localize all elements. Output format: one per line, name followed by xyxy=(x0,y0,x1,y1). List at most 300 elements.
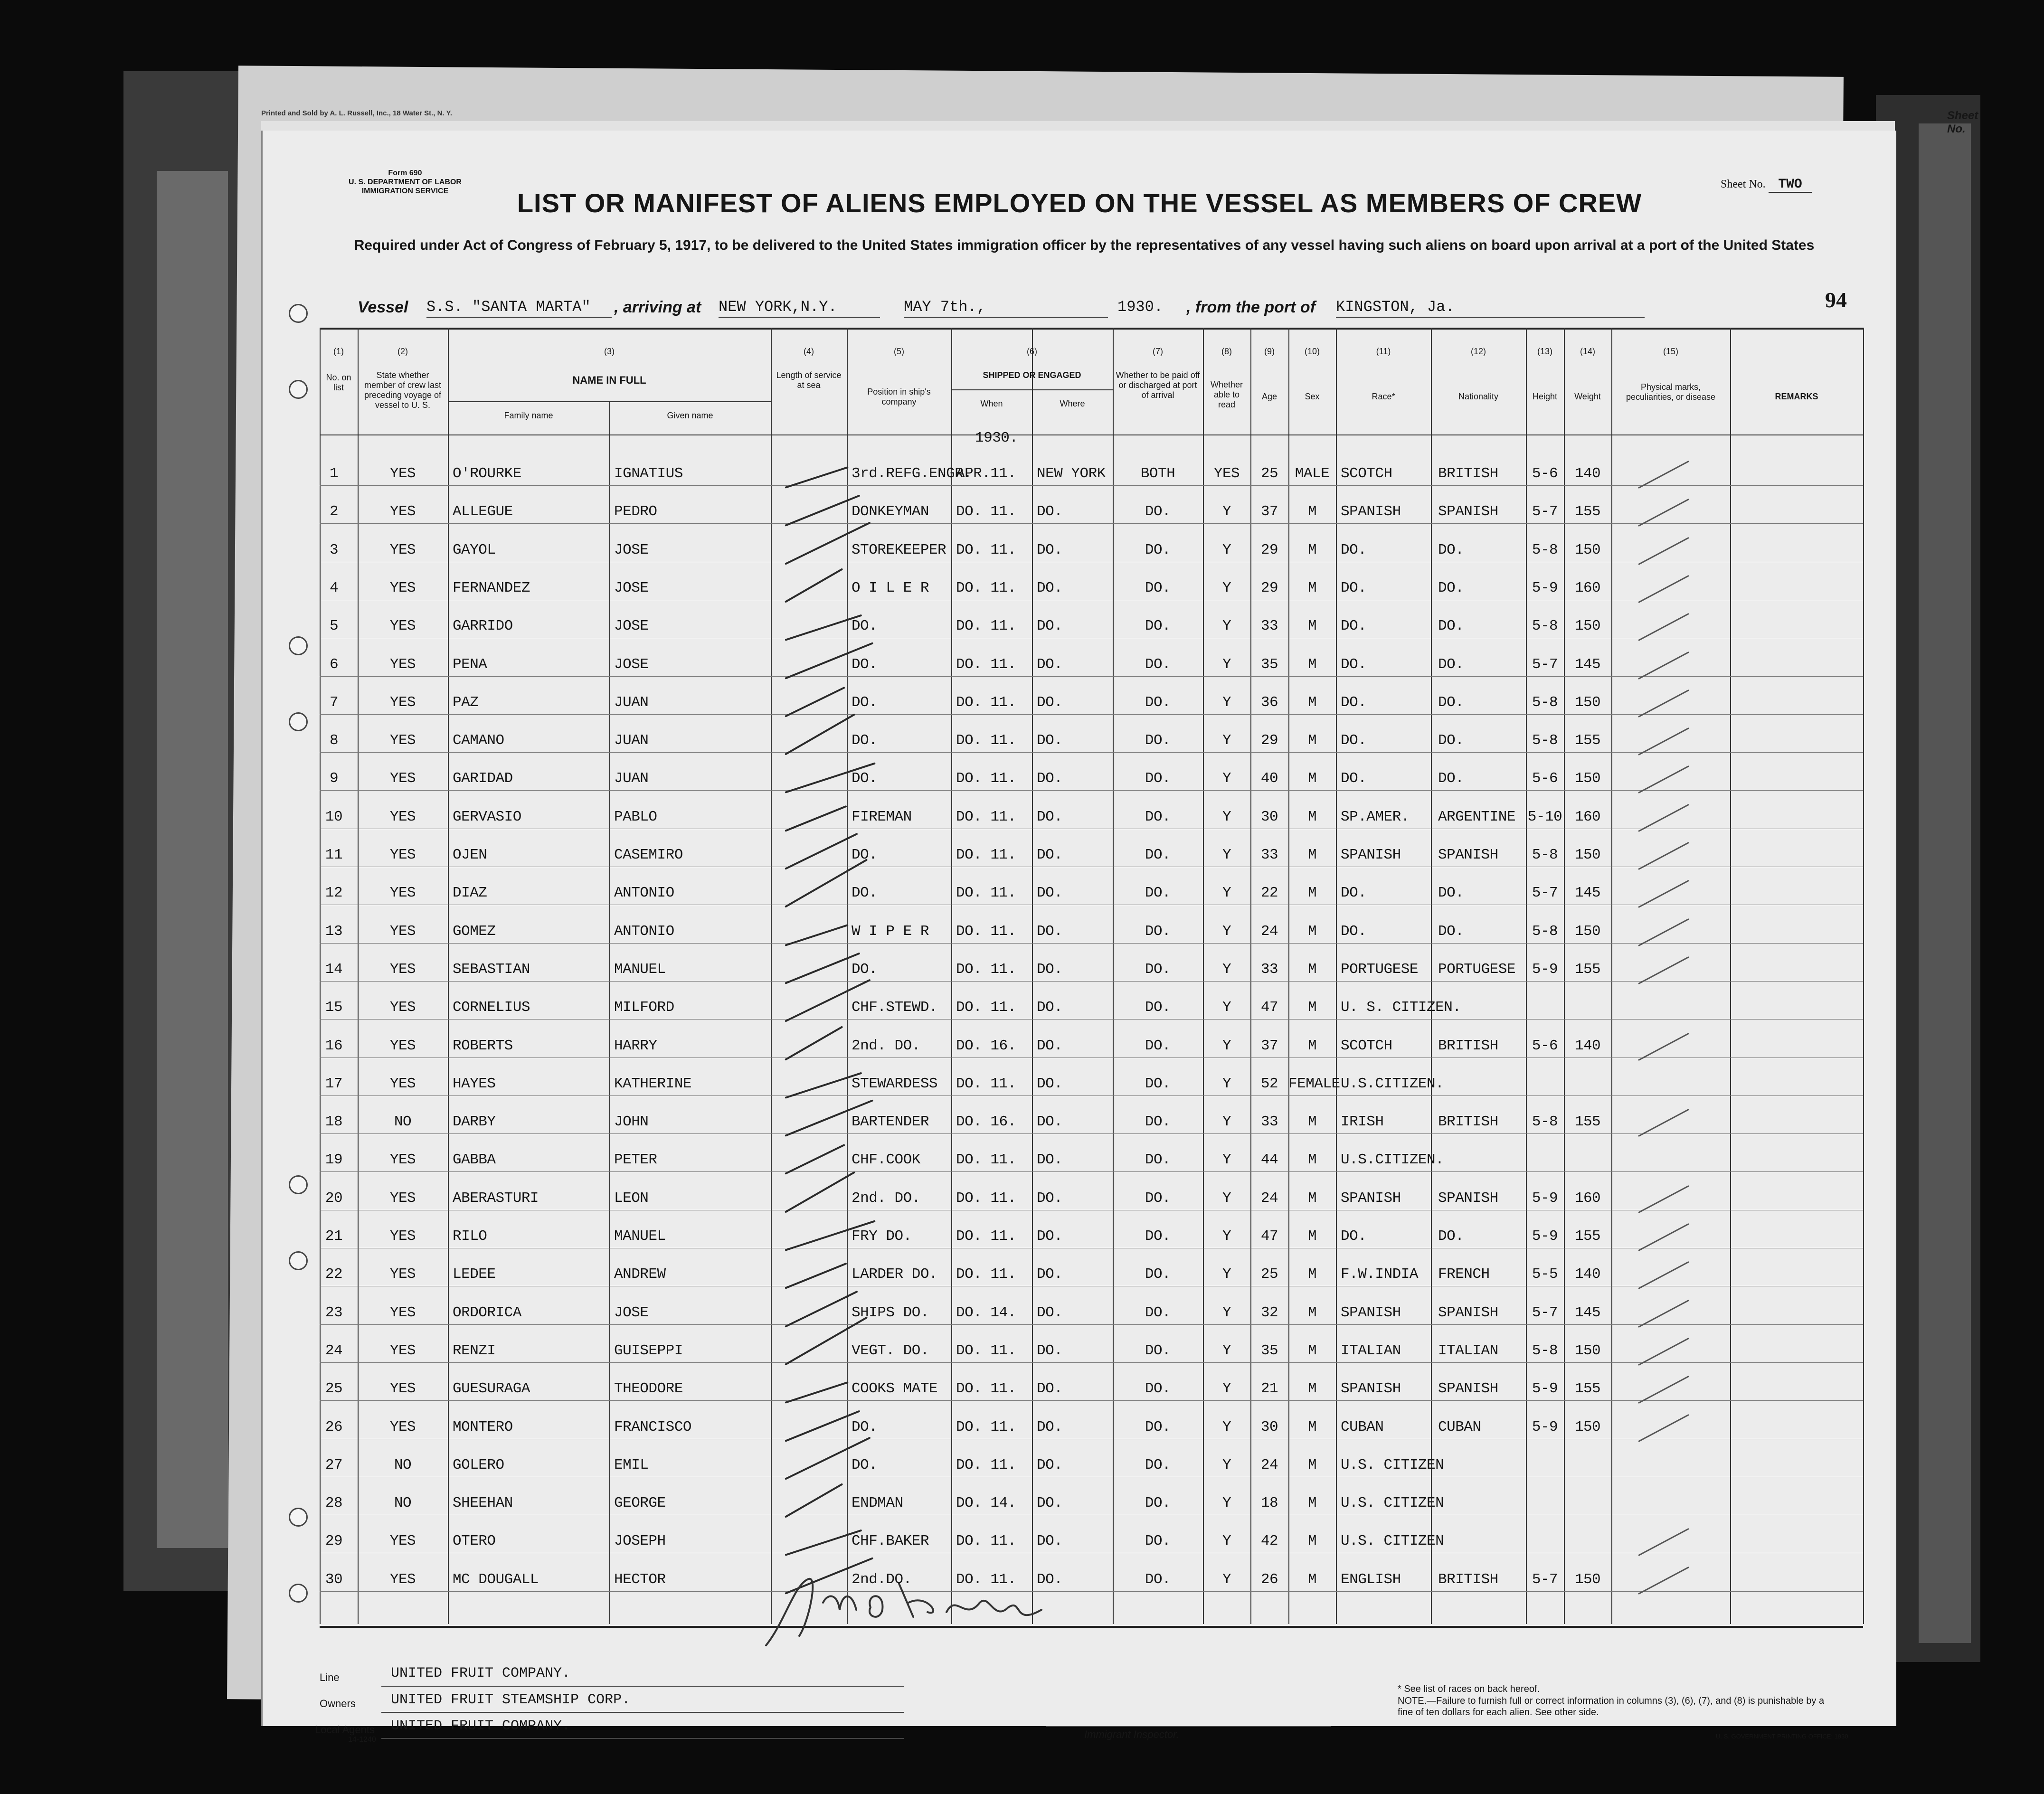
cell-height: 5-9 xyxy=(1532,1419,1558,1435)
cell-when: DO. 11. xyxy=(956,542,1016,558)
cell-paid: DO. xyxy=(1145,1038,1171,1054)
cell-height: 5-9 xyxy=(1532,1228,1558,1245)
cell-member: NO xyxy=(394,1114,412,1130)
cell-sex: M xyxy=(1307,999,1317,1016)
cell-no: 11 xyxy=(325,847,343,863)
cell-age: 25 xyxy=(1260,465,1278,482)
cell-age: 35 xyxy=(1260,1342,1278,1359)
cell-sex: M xyxy=(1307,1038,1317,1054)
cell-age: 30 xyxy=(1260,809,1278,825)
cell-age: 32 xyxy=(1260,1304,1278,1321)
cell-member: YES xyxy=(389,732,416,749)
cell-height: 5-8 xyxy=(1532,1342,1558,1359)
cell-read: Y xyxy=(1222,1114,1231,1130)
footer-owners-value: UNITED FRUIT STEAMSHIP CORP. xyxy=(391,1692,631,1708)
cell-where: DO. xyxy=(1037,961,1063,978)
cell-when: DO. 11. xyxy=(956,1380,1016,1397)
cell-no: 30 xyxy=(325,1571,343,1588)
cell-sex: M xyxy=(1307,1419,1317,1435)
cell-sex: M xyxy=(1307,732,1317,749)
cell-member: YES xyxy=(389,1380,416,1397)
page-subtitle: Required under Act of Congress of February 5, 1917, to be delivered to the United States immigration officer by the representatives of any vessel having such aliens on board upon arrival at a port of the United States xyxy=(354,237,1815,253)
table-column-rule xyxy=(448,328,449,1624)
binder-hole xyxy=(289,1251,308,1270)
cell-family: PENA xyxy=(453,656,487,673)
cell-where: DO. xyxy=(1037,618,1063,634)
cell-height: 5-5 xyxy=(1532,1266,1558,1283)
cell-paid: DO. xyxy=(1145,809,1171,825)
cell-no: 22 xyxy=(325,1266,343,1283)
form-department: U. S. DEPARTMENT OF LABOR xyxy=(349,178,462,186)
cell-position: DO. xyxy=(852,618,878,634)
cell-read: Y xyxy=(1222,1266,1231,1283)
inspector-label: Immigrant Inspector. xyxy=(1084,1728,1179,1740)
col-num-6: (6) xyxy=(1027,347,1037,356)
printer-note: Printed and Sold by A. L. Russell, Inc., 18 Water St., N. Y. xyxy=(261,109,453,117)
cell-family: CORNELIUS xyxy=(453,999,530,1016)
cell-no: 9 xyxy=(329,770,339,787)
cell-when: DO. 11. xyxy=(956,656,1016,673)
cell-member: YES xyxy=(389,1190,416,1207)
col-num-3: (3) xyxy=(604,347,615,356)
header-name: NAME IN FULL xyxy=(572,374,646,386)
left-background-strip xyxy=(157,171,228,1548)
cell-where: DO. xyxy=(1037,1228,1063,1245)
cell-when: DO. 11. xyxy=(956,923,1016,940)
cell-sex: M xyxy=(1307,580,1317,596)
cell-family: HAYES xyxy=(453,1076,496,1092)
cell-nationality: DO. xyxy=(1438,1228,1464,1245)
cell-family: GABBA xyxy=(453,1152,496,1168)
cell-paid: DO. xyxy=(1145,694,1171,711)
cell-nationality: SPANISH xyxy=(1438,503,1498,520)
cell-where: DO. xyxy=(1037,503,1063,520)
cell-age: 33 xyxy=(1260,847,1278,863)
cell-paid: DO. xyxy=(1145,1342,1171,1359)
vessel-line xyxy=(358,294,1877,318)
cell-age: 26 xyxy=(1260,1571,1278,1588)
cell-when: DO. 11. xyxy=(956,1228,1016,1245)
cell-age: 29 xyxy=(1260,580,1278,596)
cell-paid: DO. xyxy=(1145,770,1171,787)
cell-age: 37 xyxy=(1260,1038,1278,1054)
cell-paid: DO. xyxy=(1145,618,1171,634)
cell-read: Y xyxy=(1222,694,1231,711)
cell-race: DO. xyxy=(1341,770,1367,787)
cell-weight: 155 xyxy=(1574,1228,1601,1245)
cell-paid: BOTH xyxy=(1140,465,1175,482)
cell-read: Y xyxy=(1222,1533,1231,1549)
table-header-rule xyxy=(951,389,1113,390)
cell-weight: 145 xyxy=(1574,885,1601,901)
cell-race: DO. xyxy=(1341,618,1367,634)
cell-sex: FEMALE xyxy=(1288,1076,1340,1092)
cell-when: DO. 11. xyxy=(956,847,1016,863)
table-column-rule xyxy=(951,328,952,1624)
cell-member: YES xyxy=(389,694,416,711)
table-column-rule xyxy=(1431,328,1432,1624)
cell-when: DO. 11. xyxy=(956,1152,1016,1168)
cell-where: DO. xyxy=(1037,809,1063,825)
cell-where: DO. xyxy=(1037,770,1063,787)
cell-age: 22 xyxy=(1260,885,1278,901)
cell-no: 8 xyxy=(329,732,339,749)
cell-member: YES xyxy=(389,847,416,863)
cell-nationality: BRITISH xyxy=(1438,1114,1498,1130)
cell-position: FIREMAN xyxy=(852,809,912,825)
cell-read: Y xyxy=(1222,618,1231,634)
cell-position: DO. xyxy=(852,732,878,749)
cell-nationality: SPANISH xyxy=(1438,1304,1498,1321)
cell-given: JOSE xyxy=(614,580,649,596)
cell-family: PAZ xyxy=(453,694,479,711)
cell-given: KATHERINE xyxy=(614,1076,691,1092)
sheet-number-value: TWO xyxy=(1769,177,1811,193)
cell-given: JUAN xyxy=(614,694,649,711)
cell-position: VEGT. DO. xyxy=(852,1342,929,1359)
cell-family: GUESURAGA xyxy=(453,1380,530,1397)
header-weight: Weight xyxy=(1574,392,1601,401)
cell-read: Y xyxy=(1222,1495,1231,1511)
footer-agents-rule xyxy=(381,1738,904,1739)
cell-given: JOSE xyxy=(614,656,649,673)
header-height: Height xyxy=(1532,392,1558,401)
cell-family: GOMEZ xyxy=(453,923,496,940)
cell-member: YES xyxy=(389,1304,416,1321)
cell-given: JOHN xyxy=(614,1114,649,1130)
cell-when: DO. 11. xyxy=(956,1266,1016,1283)
cell-height: 5-7 xyxy=(1532,885,1558,901)
header-no: No. on list xyxy=(326,373,351,392)
cell-age: 35 xyxy=(1260,656,1278,673)
cell-age: 18 xyxy=(1260,1495,1278,1511)
cell-no: 25 xyxy=(325,1380,343,1397)
cell-family: ORDORICA xyxy=(453,1304,521,1321)
cell-paid: DO. xyxy=(1145,999,1171,1016)
col-num-2: (2) xyxy=(397,347,408,356)
cell-where: DO. xyxy=(1037,923,1063,940)
cell-no: 12 xyxy=(325,885,343,901)
cell-family: SHEEHAN xyxy=(453,1495,513,1511)
header-marks: Physical marks, peculiarities, or disease xyxy=(1626,382,1716,402)
cell-where: DO. xyxy=(1037,1304,1063,1321)
cell-no: 13 xyxy=(325,923,343,940)
table-row-rule xyxy=(320,1019,1863,1020)
cell-height: 5-8 xyxy=(1532,694,1558,711)
cell-where: DO. xyxy=(1037,1266,1063,1283)
cell-age: 30 xyxy=(1260,1419,1278,1435)
cell-age: 44 xyxy=(1260,1152,1278,1168)
cell-position: COOKS MATE xyxy=(852,1380,938,1397)
cell-race: SCOTCH xyxy=(1341,1038,1392,1054)
cell-given: ANDREW xyxy=(614,1266,666,1283)
cell-member: YES xyxy=(389,1228,416,1245)
cell-read: Y xyxy=(1222,770,1231,787)
cell-given: GEORGE xyxy=(614,1495,666,1511)
cell-where: DO. xyxy=(1037,1571,1063,1588)
cell-read: Y xyxy=(1222,1419,1231,1435)
cell-paid: DO. xyxy=(1145,1266,1171,1283)
cell-when: DO. 11. xyxy=(956,1190,1016,1207)
cell-nationality: DO. xyxy=(1438,770,1464,787)
cell-member: YES xyxy=(389,961,416,978)
table-column-rule xyxy=(847,328,848,1624)
cell-where: DO. xyxy=(1037,732,1063,749)
arrival-year: 1930. xyxy=(1117,298,1164,316)
cell-family: ALLEGUE xyxy=(453,503,513,520)
cell-height: 5-9 xyxy=(1532,1380,1558,1397)
cell-weight: 150 xyxy=(1574,542,1601,558)
binder-hole xyxy=(289,712,308,731)
cell-where: DO. xyxy=(1037,999,1063,1016)
cell-given: ANTONIO xyxy=(614,923,674,940)
table-row-rule xyxy=(320,752,1863,753)
cell-no: 3 xyxy=(329,542,339,558)
cell-height: 5-8 xyxy=(1532,542,1558,558)
cell-given: MANUEL xyxy=(614,961,666,978)
cell-paid: DO. xyxy=(1145,1533,1171,1549)
cell-position: 3rd.REFG.ENGR. xyxy=(852,465,972,482)
cell-nationality: SPANISH xyxy=(1438,1380,1498,1397)
cell-sex: MALE xyxy=(1295,465,1330,482)
cell-position: DO. xyxy=(852,961,878,978)
cell-member: YES xyxy=(389,999,416,1016)
cell-position: STOREKEEPER xyxy=(852,542,946,558)
table-row-rule xyxy=(320,676,1863,677)
table-row-rule xyxy=(320,485,1863,486)
cell-family: DIAZ xyxy=(453,885,487,901)
arrival-date: MAY 7th., xyxy=(904,298,1108,318)
cell-read: Y xyxy=(1222,885,1231,901)
cell-weight: 140 xyxy=(1574,1038,1601,1054)
cell-read: Y xyxy=(1222,1076,1231,1092)
col-num-8: (8) xyxy=(1221,347,1232,356)
cell-weight: 160 xyxy=(1574,1190,1601,1207)
cell-race: U.S. CITIZEN xyxy=(1341,1533,1444,1549)
cell-sex: M xyxy=(1307,1342,1317,1359)
cell-family: GARRIDO xyxy=(453,618,513,634)
cell-sex: M xyxy=(1307,961,1317,978)
cell-given: MILFORD xyxy=(614,999,674,1016)
cell-paid: DO. xyxy=(1145,1190,1171,1207)
cell-no: 16 xyxy=(325,1038,343,1054)
cell-weight: 150 xyxy=(1574,618,1601,634)
cell-sex: M xyxy=(1307,503,1317,520)
cell-height: 5-10 xyxy=(1527,809,1562,825)
cell-weight: 140 xyxy=(1574,1266,1601,1283)
cell-no: 29 xyxy=(325,1533,343,1549)
cell-where: DO. xyxy=(1037,580,1063,596)
cell-sex: M xyxy=(1307,656,1317,673)
cell-read: Y xyxy=(1222,923,1231,940)
binder-hole xyxy=(289,380,308,399)
vessel-label: Vessel xyxy=(358,298,408,316)
cell-family: SEBASTIAN xyxy=(453,961,530,978)
cell-given: GUISEPPI xyxy=(614,1342,683,1359)
cell-given: ANTONIO xyxy=(614,885,674,901)
cell-no: 10 xyxy=(325,809,343,825)
cell-position: ENDMAN xyxy=(852,1495,903,1511)
cell-when: APR.11. xyxy=(956,465,1016,482)
cell-read: Y xyxy=(1222,732,1231,749)
table-row-rule xyxy=(320,943,1863,944)
cell-sex: M xyxy=(1307,618,1317,634)
cell-given: JUAN xyxy=(614,770,649,787)
cell-no: 21 xyxy=(325,1228,343,1245)
header-shipped: SHIPPED OR ENGAGED xyxy=(983,370,1081,380)
cell-weight: 150 xyxy=(1574,1571,1601,1588)
cell-read: Y xyxy=(1222,847,1231,863)
footer-form-code: 14-1240 xyxy=(348,1736,376,1744)
col-num-13: (13) xyxy=(1537,347,1552,356)
manifest-table-frame xyxy=(320,328,1863,1628)
top-sheet-label: Sheet No. xyxy=(1947,109,1978,135)
cell-sex: M xyxy=(1307,770,1317,787)
cell-height: 5-6 xyxy=(1532,465,1558,482)
cell-nationality: DO. xyxy=(1438,580,1464,596)
cell-given: IGNATIUS xyxy=(614,465,683,482)
cell-no: 7 xyxy=(329,694,339,711)
cell-family: DARBY xyxy=(453,1114,496,1130)
right-background-strip xyxy=(1919,123,1971,1643)
cell-race: F.W.INDIA xyxy=(1341,1266,1418,1283)
table-row-rule xyxy=(320,1171,1863,1172)
cell-read: YES xyxy=(1213,465,1240,482)
cell-race: SPANISH xyxy=(1341,1380,1401,1397)
cell-race: DO. xyxy=(1341,732,1367,749)
form-number: Form 690 xyxy=(388,169,422,177)
cell-no: 26 xyxy=(325,1419,343,1435)
cell-weight: 140 xyxy=(1574,465,1601,482)
cell-nationality: DO. xyxy=(1438,542,1464,558)
cell-paid: DO. xyxy=(1145,1457,1171,1473)
col-num-10: (10) xyxy=(1304,347,1320,356)
cell-nationality: ARGENTINE xyxy=(1438,809,1515,825)
cell-member: YES xyxy=(389,1038,416,1054)
cell-read: Y xyxy=(1222,1190,1231,1207)
cell-weight: 155 xyxy=(1574,1114,1601,1130)
cell-no: 20 xyxy=(325,1190,343,1207)
cell-when: DO. 11. xyxy=(956,732,1016,749)
cell-member: YES xyxy=(389,770,416,787)
vessel-name: S.S. "SANTA MARTA" xyxy=(426,298,612,318)
page-title: LIST OR MANIFEST OF ALIENS EMPLOYED ON THE VESSEL AS MEMBERS OF CREW xyxy=(517,188,1642,218)
cell-where: DO. xyxy=(1037,847,1063,863)
cell-when: DO. 11. xyxy=(956,1419,1016,1435)
footer-line-rule xyxy=(381,1686,904,1687)
cell-age: 29 xyxy=(1260,732,1278,749)
table-column-rule xyxy=(609,401,610,1624)
cell-race: U.S.CITIZEN. xyxy=(1341,1076,1444,1092)
cell-position: W I P E R xyxy=(852,923,929,940)
cell-race: DO. xyxy=(1341,923,1367,940)
cell-paid: DO. xyxy=(1145,1114,1171,1130)
cell-race: DO. xyxy=(1341,694,1367,711)
cell-member: YES xyxy=(389,1152,416,1168)
cell-paid: DO. xyxy=(1145,1076,1171,1092)
cell-position: LARDER DO. xyxy=(852,1266,938,1283)
note-races: * See list of races on back hereof. xyxy=(1398,1684,1540,1694)
header-position: Position in ship's company xyxy=(867,387,931,406)
cell-weight: 155 xyxy=(1574,1380,1601,1397)
cell-age: 36 xyxy=(1260,694,1278,711)
cell-paid: DO. xyxy=(1145,923,1171,940)
cell-weight: 150 xyxy=(1574,770,1601,787)
cell-weight: 155 xyxy=(1574,961,1601,978)
table-row-rule xyxy=(320,1133,1863,1134)
cell-family: FERNANDEZ xyxy=(453,580,530,596)
footer-agents-label: Local Agents xyxy=(315,1724,375,1736)
cell-age: 47 xyxy=(1260,1228,1278,1245)
cell-weight: 155 xyxy=(1574,732,1601,749)
cell-no: 28 xyxy=(325,1495,343,1511)
cell-family: MC DOUGALL xyxy=(453,1571,539,1588)
cell-nationality: DO. xyxy=(1438,732,1464,749)
page-number: 94 xyxy=(1825,288,1847,312)
arriving-port: NEW YORK,N.Y. xyxy=(719,298,880,318)
cell-family: ABERASTURI xyxy=(453,1190,539,1207)
cell-given: EMIL xyxy=(614,1457,649,1473)
cell-given: JOSE xyxy=(614,542,649,558)
table-column-rule xyxy=(1730,328,1731,1624)
header-length: Length of service at sea xyxy=(776,370,842,390)
cell-age: 47 xyxy=(1260,999,1278,1016)
cell-age: 24 xyxy=(1260,1457,1278,1473)
cell-race: U.S. CITIZEN xyxy=(1341,1457,1444,1473)
cell-race: DO. xyxy=(1341,1228,1367,1245)
cell-nationality: BRITISH xyxy=(1438,465,1498,482)
cell-read: Y xyxy=(1222,656,1231,673)
table-row-rule xyxy=(320,1591,1863,1592)
cell-read: Y xyxy=(1222,1457,1231,1473)
cell-read: Y xyxy=(1222,1152,1231,1168)
cell-position: DO. xyxy=(852,885,878,901)
cell-when: DO. 11. xyxy=(956,809,1016,825)
cell-race: DO. xyxy=(1341,580,1367,596)
cell-race: ITALIAN xyxy=(1341,1342,1401,1359)
cell-race: DO. xyxy=(1341,656,1367,673)
cell-position: CHF.BAKER xyxy=(852,1533,929,1549)
cell-nationality: SPANISH xyxy=(1438,847,1498,863)
table-column-rule xyxy=(771,328,772,1624)
header-sex: Sex xyxy=(1305,392,1320,401)
header-age: Age xyxy=(1261,392,1278,401)
cell-paid: DO. xyxy=(1145,1380,1171,1397)
cell-weight: 150 xyxy=(1574,847,1601,863)
cell-given: PETER xyxy=(614,1152,657,1168)
cell-where: DO. xyxy=(1037,656,1063,673)
cell-sex: M xyxy=(1307,1495,1317,1511)
cell-no: 17 xyxy=(325,1076,343,1092)
cell-given: JOSE xyxy=(614,618,649,634)
cell-nationality: CUBAN xyxy=(1438,1419,1481,1435)
header-member: State whether member of crew last preceding voyage of vessel to U. S. xyxy=(364,370,442,410)
cell-sex: M xyxy=(1307,1228,1317,1245)
cell-no: 23 xyxy=(325,1304,343,1321)
cell-family: O'ROURKE xyxy=(453,465,521,482)
inspector-signature xyxy=(757,1565,1089,1660)
cell-race: CUBAN xyxy=(1341,1419,1384,1435)
cell-member: YES xyxy=(389,923,416,940)
cell-no: 15 xyxy=(325,999,343,1016)
cell-given: MANUEL xyxy=(614,1228,666,1245)
cell-family: GERVASIO xyxy=(453,809,521,825)
cell-member: NO xyxy=(394,1495,412,1511)
cell-member: YES xyxy=(389,1076,416,1092)
table-column-rule xyxy=(1611,328,1612,1624)
cell-given: HECTOR xyxy=(614,1571,666,1588)
cell-height: 5-7 xyxy=(1532,656,1558,673)
